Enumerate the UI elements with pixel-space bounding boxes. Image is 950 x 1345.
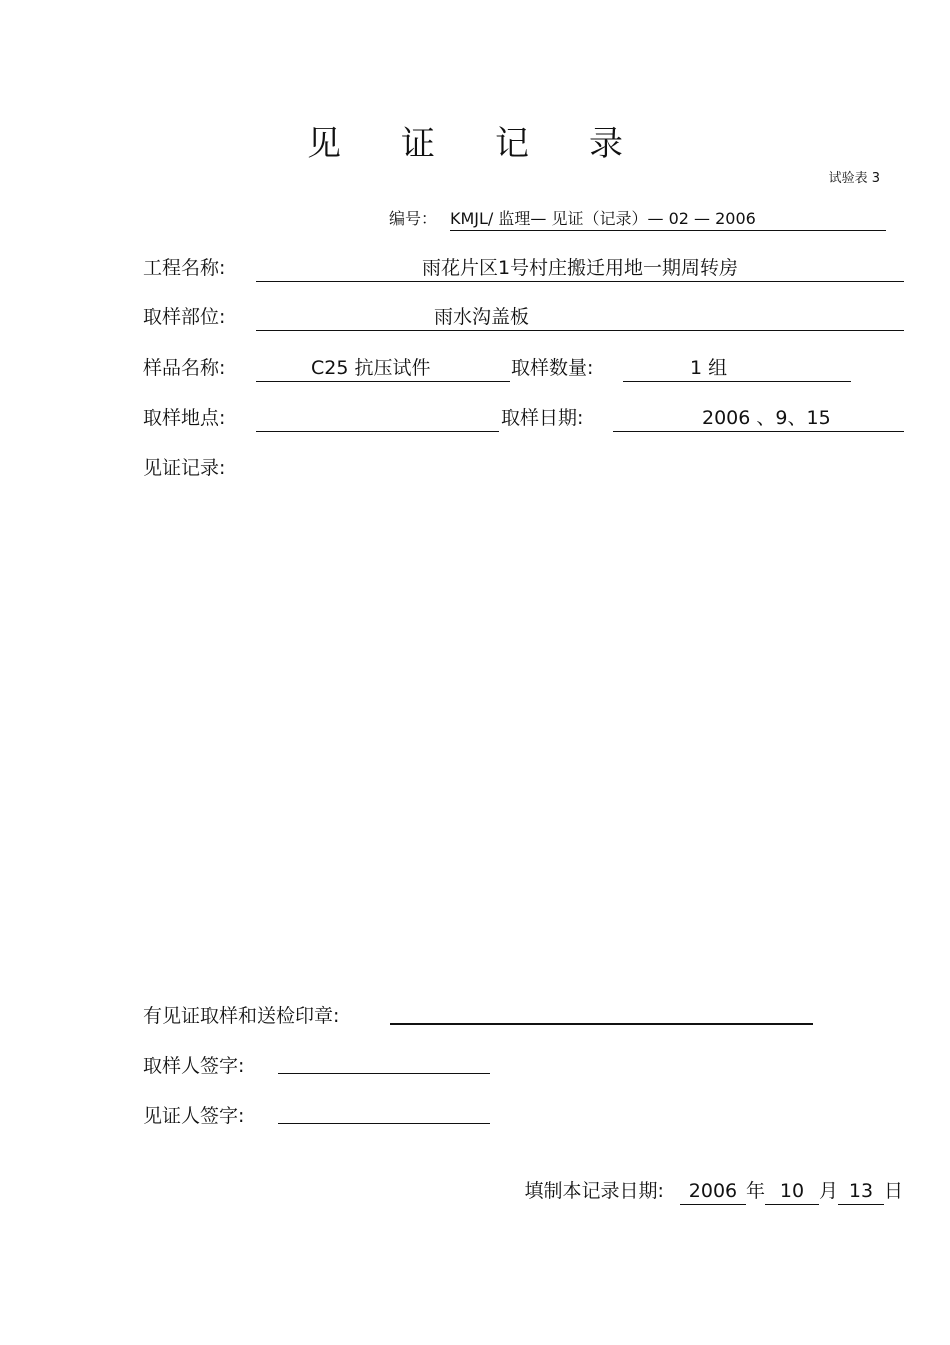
- sample-quantity-label: 取样数量:: [511, 357, 594, 379]
- fill-date-month-unit: 月: [818, 1180, 838, 1202]
- sampling-site-field: [256, 405, 499, 432]
- form-number: 试验表 3: [828, 171, 880, 186]
- sampling-location-label: 取样部位:: [143, 306, 226, 328]
- witness-signature-label: 见证人签字:: [143, 1105, 245, 1127]
- sampler-signature-label: 取样人签字:: [143, 1055, 245, 1077]
- sampling-site-label: 取样地点:: [143, 407, 226, 429]
- sample-name-label: 样品名称:: [143, 357, 226, 379]
- fill-date-year: 2006: [680, 1178, 746, 1205]
- sample-quantity-field: [623, 355, 851, 382]
- fill-date-day: 13: [838, 1178, 884, 1205]
- sampling-date-field: [613, 405, 904, 432]
- sampling-date-value: 2006 、9、15: [702, 407, 831, 429]
- fill-date-month: 10: [765, 1178, 819, 1205]
- witness-signature-line: [278, 1123, 490, 1124]
- sample-quantity-value: 1 组: [690, 357, 728, 379]
- sampling-location-value: 雨水沟盖板: [434, 306, 530, 328]
- witness-record-label: 见证记录:: [143, 457, 226, 479]
- project-name-label: 工程名称:: [143, 257, 226, 279]
- fill-date-day-unit: 日: [883, 1180, 903, 1202]
- stamp-line: [390, 1023, 813, 1025]
- stamp-label: 有见证取样和送检印章:: [143, 1005, 340, 1027]
- fill-date-label: 填制本记录日期:: [524, 1180, 664, 1202]
- sampling-date-label: 取样日期:: [501, 407, 584, 429]
- serial-label: 编号：: [389, 209, 438, 228]
- sample-name-value: C25 抗压试件: [311, 357, 431, 379]
- serial-value: KMJL/ 监理— 见证（记录）— 02 — 2006: [450, 208, 886, 231]
- fill-date-row: [525, 1178, 904, 1205]
- page-title: 见证记录: [307, 124, 683, 164]
- project-name-field: 雨花片区1号村庄搬迁用地一期周转房: [256, 255, 904, 282]
- sampler-signature-line: [278, 1073, 490, 1074]
- sample-name-field: [256, 355, 510, 382]
- sampling-location-field: [256, 304, 904, 331]
- fill-date-year-unit: 年: [745, 1180, 765, 1202]
